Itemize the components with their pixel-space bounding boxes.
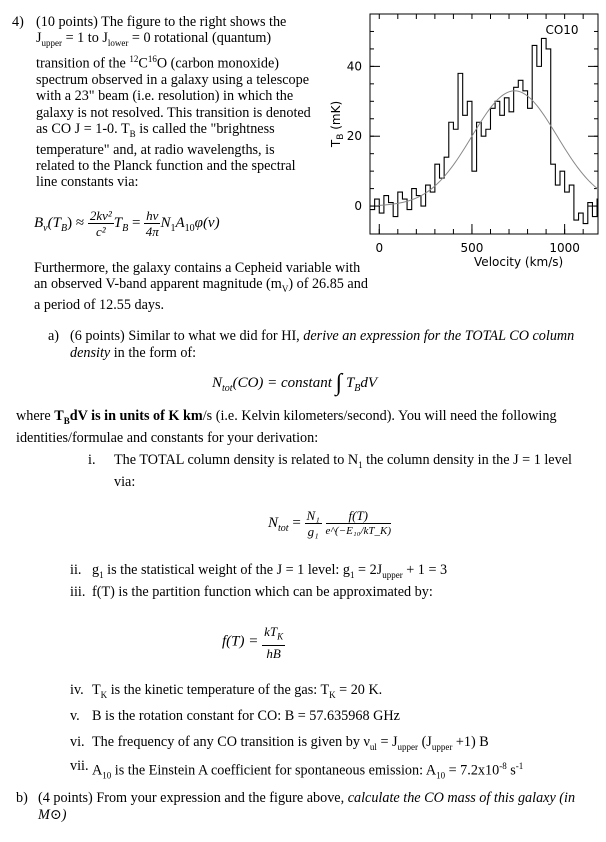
list-item-v: v. B is the rotation constant for CO: B = 57.635968 GHz (70, 708, 400, 724)
y-axis-label: $T_B$ (mK) (329, 100, 346, 148)
list-item-i: i. The TOTAL column density is related to $N_1$ the column density in the J = 1 level via: (88, 452, 572, 490)
y-tick-label: 0 (354, 199, 362, 214)
part-a-label: a) (48, 328, 60, 344)
x-tick-label: 500 (460, 241, 484, 255)
list-item-vi: vi. The frequency of any CO transition is given by $\nu_{ul} = J_{upper}$ $(J_{upper} +1)$ B (70, 734, 489, 752)
cepheid-text: Furthermore, the galaxy contains a Cepheid variable with an observed V-band apparent magnitude $(m_V)$ of 26.85 and a period of 12.55 days. (34, 260, 368, 314)
plot-frame (370, 14, 598, 234)
planck-fraction-2: $\frac{h\nu}{4\pi}$ (145, 208, 159, 239)
where-text: where $T_BdV$ is in units of K km/s (i.e. Kelvin kilometers/second). You will need the following identities/formulae and constants for your derivation: (16, 408, 557, 446)
ntot-equation: $N_{tot}$ = $\frac{\text{N₁}}{\text{g₁}}$ $\frac{f(T)}{\text{e\textasciicircum{}(−E₁₀/kT\_K)}}$ (268, 508, 392, 539)
partition-function-equation: f(T) = $\frac{kT_K}{hB}$ (222, 624, 284, 661)
y-tick-label: 20 (346, 129, 362, 144)
list-item-ii: ii. $g_1$ is the statistical weight of the J = 1 level: $g_1 = 2J_{upper} + 1 = 3$ (70, 562, 448, 580)
problem-statement (12, 14, 312, 190)
part-b-label: b) (16, 790, 28, 806)
part-a: a) (6 points) Similar to what we did for HI, derive an expression for the TOTAL CO column density in the form of: (48, 328, 575, 361)
list-item-iii: iii. f(T) is the partition function which can be approximated by: (70, 584, 433, 600)
x-axis-label: Velocity (km/s) (474, 255, 564, 269)
planck-fraction-1: $\frac{\text{2kν²}}{\text{c²}}$ (89, 208, 112, 239)
problem-number: 4) (12, 14, 24, 30)
spectrum-histogram (370, 38, 598, 223)
total-column-equation: $N_{tot}(CO)$ = constant ∫ $T_BdV$ (212, 370, 378, 396)
list-item-iv: iv. $T_K$ is the kinetic temperature of the gas: $T_K = 20$ K. (70, 682, 383, 700)
co-spectrum-chart (318, 6, 606, 282)
problem-text: (10 points) The figure to the right shows the $J_{upper} = 1$ to $J_{lower} = 0$ rotational (quantum) transition of the $^{12}C^{16}O$ (carbon monoxide) spectrum observed in a galaxy using a telescope with a 23" beam (i.e. resolution) in which the galaxy is not resolved. This transition is denoted as CO J = 1-0. $T_B$ is called the "brightness temperature" and, at radio wavelengths, is related to the Planck function and the spectral line constants via: (36, 14, 311, 191)
x-tick-label: 0 (375, 241, 384, 255)
planck-equation: $B_\nu(T_B)$ ≈ $\frac{\text{2kν²}}{\text{c²}}$ $T_B$ = $\frac{h\nu}{4\pi}$ $N_1A_{10}\varphi(\nu)$ (34, 208, 220, 239)
chart-annotation: CO10 (545, 23, 579, 37)
x-tick-label: 1000 (549, 241, 580, 255)
list-item-vii: vii. $A_{10}$ is the Einstein A coefficient for spontaneous emission: $A_{10} = 7.2x10^{-8}$ $s^{-1}$ (70, 758, 524, 781)
y-tick-label: 40 (346, 59, 362, 74)
part-b: b) (4 points) From your expression and the figure above, calculate the CO mass of this galaxy (in M⊙) (16, 790, 576, 823)
